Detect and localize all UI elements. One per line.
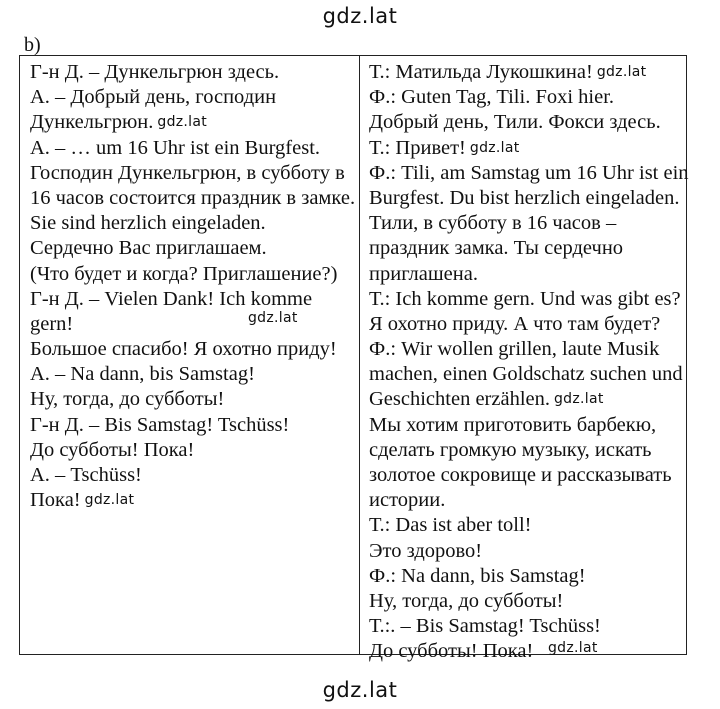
- watermark-inline: gdz.lat: [548, 640, 598, 656]
- left-line: [30, 262, 359, 287]
- left-line-text: Сердечно Вас приглашаем.: [30, 237, 267, 260]
- right-line: [369, 312, 686, 337]
- left-line: [30, 312, 359, 337]
- right-line: [369, 211, 686, 236]
- right-line: [369, 589, 686, 614]
- right-line: [369, 110, 686, 135]
- section-label: b): [24, 34, 41, 56]
- left-line: [30, 211, 359, 236]
- right-line: [369, 236, 686, 261]
- right-line: [369, 614, 686, 639]
- left-line: [30, 337, 359, 362]
- left-line: [30, 60, 359, 85]
- right-line-text: Ф.: Guten Tag, Tili. Foxi hier.: [369, 86, 615, 109]
- right-line-text: Т.: Das ist aber toll!: [369, 514, 532, 537]
- right-line: [369, 463, 686, 488]
- right-line-text: Мы хотим приготовить барбекю,: [369, 413, 657, 436]
- right-line: [369, 287, 686, 312]
- right-line-text: Burgfest. Du bist herzlich eingeladen.: [369, 186, 680, 209]
- left-line-text: Пока!: [30, 489, 81, 512]
- left-line-text: А. – Добрый день, господин: [30, 86, 277, 109]
- right-line-text: Geschichten erzählen.: [369, 388, 550, 411]
- right-line: [369, 438, 686, 463]
- right-line-text: Ну, тогда, до субботы!: [369, 589, 564, 612]
- left-line: [30, 85, 359, 110]
- left-line-text: 16 часов состоится праздник в замке.: [30, 186, 356, 209]
- left-line-text: Дункельгрюн.: [30, 111, 154, 134]
- left-line-text: А. – … um 16 Uhr ist ein Burgfest.: [30, 136, 321, 159]
- right-line-text: До субботы! Пока!: [369, 640, 534, 663]
- right-line: [369, 488, 686, 513]
- watermark-inline: gdz.lat: [84, 492, 135, 509]
- left-line: [30, 413, 359, 438]
- right-line-text: Тили, в субботу в 16 часов –: [369, 212, 617, 235]
- right-line: [369, 161, 689, 186]
- left-line: [30, 488, 359, 513]
- right-line-text: Это здорово!: [369, 539, 483, 562]
- left-line-text: (Что будет и когда? Приглашение?): [30, 262, 338, 285]
- watermark-inline: gdz.lat: [157, 114, 208, 131]
- left-line: [30, 387, 359, 412]
- watermark-inline: gdz.lat: [469, 139, 520, 156]
- right-line: [369, 564, 686, 589]
- right-line: [369, 362, 686, 387]
- watermark-inline: gdz.lat: [554, 391, 604, 408]
- right-line-text: Ф.: Na dann, bis Samstag!: [369, 564, 586, 587]
- left-line-text: До субботы! Пока!: [30, 438, 195, 461]
- left-line: [30, 186, 359, 211]
- left-line: [30, 362, 359, 387]
- dialogue-table: [19, 55, 689, 663]
- left-line-text: Г-н Д. – Vielen Dank! Ich komme: [30, 287, 313, 310]
- right-line: [369, 513, 686, 538]
- left-line: [30, 438, 359, 463]
- right-line: [369, 60, 686, 85]
- left-column: [20, 56, 360, 654]
- right-line-text: Т.:. – Bis Samstag! Tschüss!: [369, 615, 601, 638]
- right-line: [369, 413, 686, 438]
- watermark-inline: gdz.lat: [248, 310, 298, 326]
- right-line-text: Т.: Матильда Лукошкина!: [369, 61, 593, 83]
- left-line-text: А. – Na dann, bis Samstag!: [30, 363, 255, 386]
- watermark-top: gdz.lat: [322, 4, 398, 28]
- left-line: [30, 161, 359, 186]
- left-line-text: gern!: [30, 312, 74, 335]
- left-line-text: Ну, тогда, до субботы!: [30, 388, 225, 411]
- right-line: [369, 539, 686, 564]
- right-line: [369, 639, 686, 664]
- right-line: [369, 136, 686, 161]
- left-line-text: Господин Дункельгрюн, в субботу в: [30, 161, 345, 184]
- left-line-text: Большое спасибо! Я охотно приду!: [30, 338, 337, 361]
- right-line-text: сделать громкую музыку, искать: [369, 438, 652, 461]
- right-line-text: праздник замка. Ты сердечно: [369, 237, 624, 260]
- right-line: [369, 387, 686, 412]
- right-line-text: Ф.: Tili, am Samstag um 16 Uhr ist ein: [369, 161, 689, 184]
- left-line-text: Г-н Д. – Bis Samstag! Tschüss!: [30, 413, 290, 436]
- right-line: [369, 337, 686, 362]
- left-line-text: Г-н Д. – Дункельгрюн здесь.: [30, 61, 280, 83]
- right-line: [369, 85, 686, 110]
- left-line-text: А. – Tschüss!: [30, 464, 142, 486]
- right-line-text: Я охотно приду. А что там будет?: [369, 312, 661, 335]
- left-line: [30, 287, 359, 312]
- right-line-text: Ф.: Wir wollen grillen, laute Musik: [369, 338, 660, 361]
- left-line: [30, 463, 359, 488]
- right-line-text: Т.: Привет!: [369, 136, 466, 159]
- right-line: [369, 186, 686, 211]
- left-line-text: Sie sind herzlich eingeladen.: [30, 212, 266, 235]
- right-column: [360, 56, 689, 663]
- right-line-text: истории.: [369, 489, 446, 512]
- watermark-inline: gdz.lat: [596, 64, 647, 80]
- right-line-text: золотое сокровище и рассказывать: [369, 464, 672, 486]
- right-line: [369, 262, 686, 287]
- left-line: [30, 110, 359, 135]
- watermark-bottom: gdz.lat: [322, 678, 398, 702]
- right-line-text: приглашена.: [369, 262, 478, 285]
- right-line-text: machen, einen Goldschatz suchen und: [369, 363, 683, 386]
- right-line-text: Т.: Ich komme gern. Und was gibt es?: [369, 287, 681, 310]
- left-line: [30, 236, 359, 261]
- left-line: [30, 136, 359, 161]
- right-line-text: Добрый день, Тили. Фокси здесь.: [369, 111, 661, 134]
